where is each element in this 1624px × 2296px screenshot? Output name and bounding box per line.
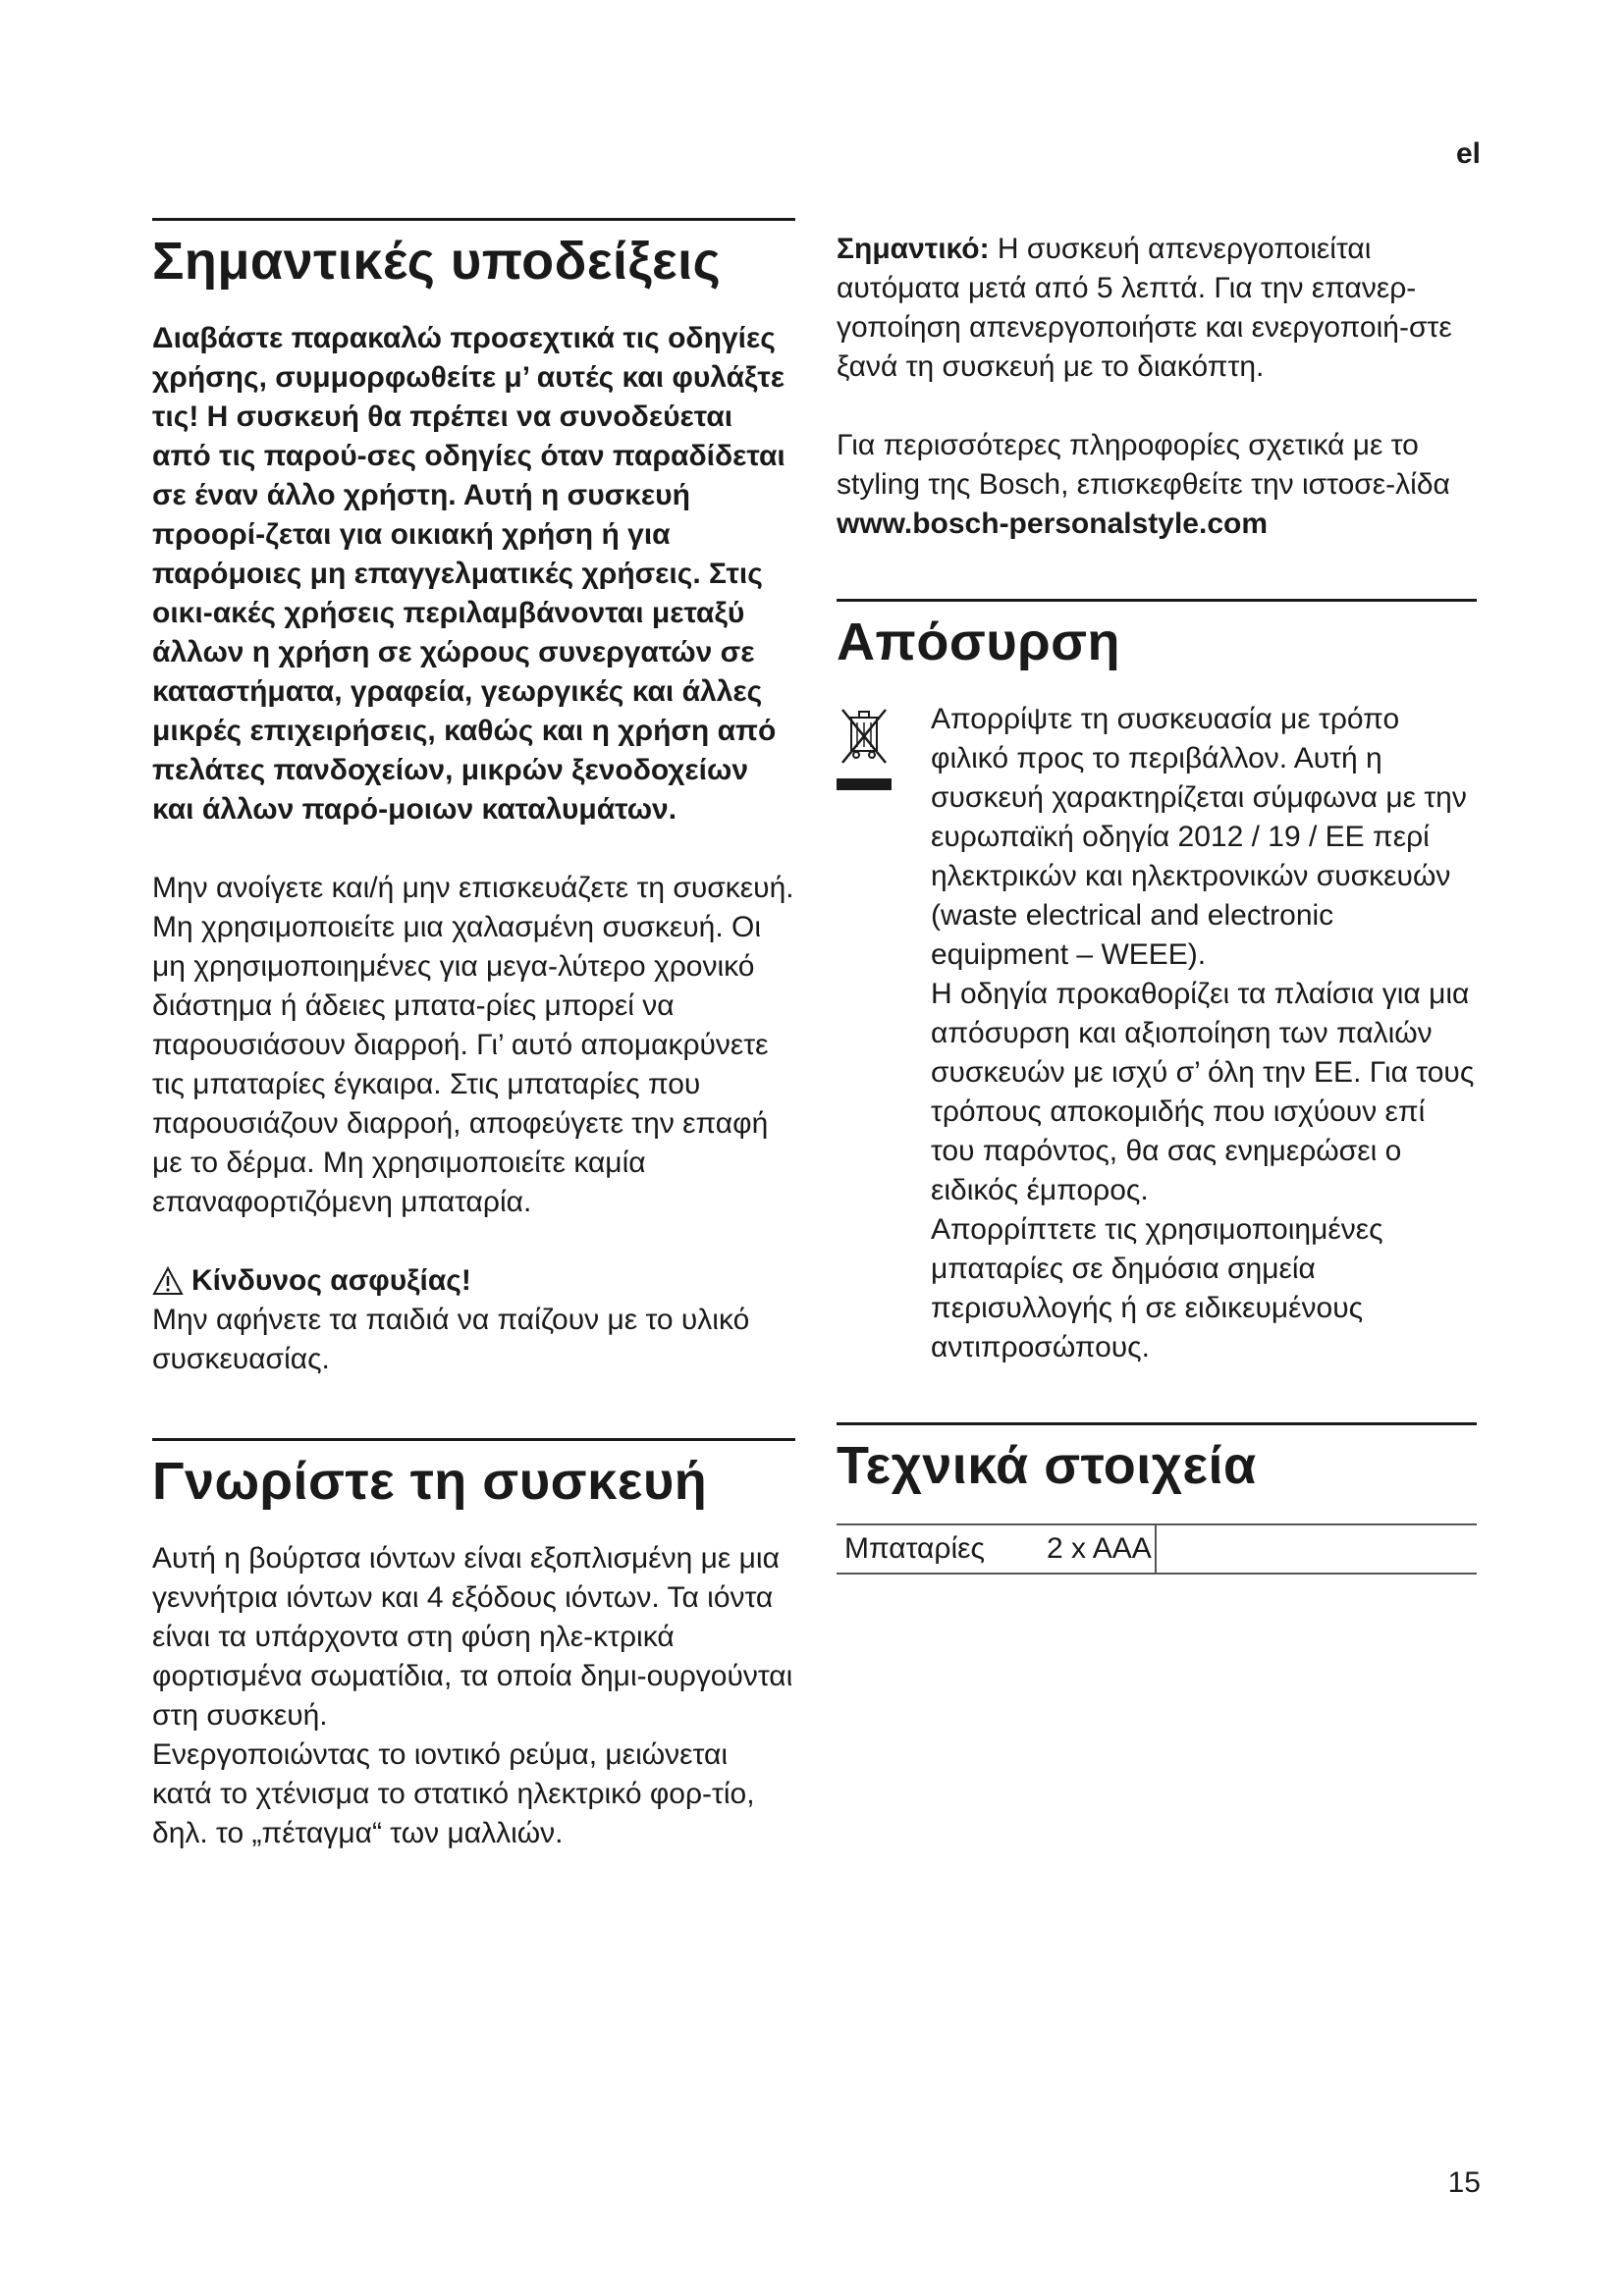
info-paragraph bbox=[837, 426, 1477, 544]
disposal-text-2: Η οδηγία προκαθορίζει τα πλαίσια για μια απόσυρση και αξιοποίηση των παλιών συσκευών με ισχύ σ’ όλη την ΕΕ. Για τους τρόπους αποκομιδής που ισχύουν επί του παρόντος, θα σας ενημερώσει ο ειδικός έμπορος. bbox=[931, 978, 1475, 1207]
disposal-text-1: Απορρίψτε τη συσκευασία με τρόπο φιλικό προς το περιβάλλον. Αυτή η συσκευή χαρακτηρίζεται σύμφωνα με την ευρωπαϊκή οδηγία 2012 / 19 / ΕΕ περί ηλεκτρικών και ηλεκτρονικών συσκευών (waste electrical and electronic equipment – WEEE). bbox=[931, 703, 1467, 972]
left-column bbox=[152, 218, 795, 1853]
device-text-2: Ενεργοποιώντας το ιοντικό ρεύμα, μειώνεται κατά το χτένισμα το στατικό ηλεκτρικό φορ-τίο, δηλ. το „πέταγμα“ των μαλλιών. bbox=[152, 1738, 755, 1850]
warning-title: Κίνδυνος ασφυξίας! bbox=[191, 1264, 471, 1298]
warning-text: Μην αφήνετε τα παιδιά να παίζουν με το υλικό συσκευασίας. bbox=[152, 1304, 750, 1376]
warning-heading bbox=[152, 1261, 795, 1301]
device-heading: Γνωρίστε τη συσκευή bbox=[152, 1452, 708, 1512]
section-divider bbox=[152, 1438, 795, 1441]
note-text: Η συσκευή απενεργοποιείται αυτόματα μετά από 5 λεπτά. Για την επανερ-γοποίηση απενεργοποιήστε και ενεργοποιή-στε ξανά τη συσκευή με το διακόπτη. bbox=[837, 233, 1452, 383]
device-text-1: Αυτή η βούρτσα ιόντων είναι εξοπλισμένη με μια γεννήτρια ιόντων και 4 εξόδους ιόντων. Τα ιόντα είναι τα υπάρχοντα στη φύση ηλε-κτρικά φορτισμένα σωματίδια, τα οποία δημι-ουργούνται στη συσκευή. bbox=[152, 1542, 793, 1733]
important-note bbox=[837, 230, 1477, 387]
weee-bar bbox=[837, 778, 892, 790]
tech-label: Μπαταρίες bbox=[837, 1524, 1039, 1574]
tech-value: 2 x AAA bbox=[1039, 1524, 1156, 1574]
warning-triangle-icon bbox=[152, 1266, 184, 1296]
disposal-heading: Απόσυρση bbox=[837, 613, 1121, 671]
weee-symbol bbox=[837, 700, 892, 1367]
safety-body: Μην ανοίγετε και/ή μην επισκευάζετε τη συσκευή. Μη χρησιμοποιείτε μια χαλασμένη συσκευή. Οι μη χρησιμοποιημένες για μεγα-λύτερο χρονικό διάστημα ή άδειες μπατα-ρίες μπορεί να παρουσιάσουν διαρροή. Γι’ αυτό απομακρύνετε τις μπαταρίες έγκαιρα. Στις μπαταρίες που παρουσιάζουν διαρροή, αποφεύγετε την επαφή με το δέρμα. Μη χρησιμοποιείτε καμία επαναφορτιζόμενη μπαταρία. bbox=[152, 872, 794, 1219]
section-divider bbox=[837, 1422, 1477, 1425]
note-label: Σημαντικό: bbox=[837, 233, 990, 265]
section-divider bbox=[837, 599, 1477, 602]
disposal-text bbox=[931, 700, 1477, 1367]
tech-heading: Τεχνικά στοιχεία bbox=[837, 1436, 1257, 1496]
important-intro: Διαβάστε παρακαλώ προσεχτικά τις οδηγίες χρήσης, συμμορφωθείτε μ’ αυτές και φυλάξτε τις! Η συσκευή θα πρέπει να συνοδεύεται από τις παρού-σες οδηγίες όταν παραδίδεται σε έναν άλλο χρήστη. Αυτή η συσκευή προορί-ζεται για οικιακή χρήση ή για παρόμοιες μη επαγγελματικές χρήσεις. Στις οικι-ακές χρήσεις περιλαμβάνονται μεταξύ άλλων η χρήση σε χώρους συνεργατών σε καταστήματα, γραφεία, γεωργικές και άλλες μικρές επιχειρήσεις, καθώς και η χρήση από πελάτες πανδοχείων, μικρών ξενοδοχείων και άλλων παρό-μοιων καταλυμάτων. bbox=[152, 322, 785, 827]
website-link[interactable]: www.bosch-personalstyle.com bbox=[837, 507, 1268, 540]
section-divider bbox=[152, 218, 795, 221]
important-notes-heading: Σημαντικές υποδείξεις bbox=[152, 232, 722, 291]
language-code: el bbox=[1455, 137, 1481, 170]
disposal-block bbox=[837, 700, 1477, 1367]
table-row bbox=[837, 1524, 1477, 1574]
right-column bbox=[837, 218, 1477, 1575]
tech-empty-cell bbox=[1156, 1524, 1477, 1574]
crossed-bin-icon bbox=[839, 706, 890, 767]
tech-table bbox=[837, 1523, 1477, 1575]
disposal-text-3: Απορρίπτετε τις χρησιμοποιημένες μπαταρίες σε δημόσια σημεία περισυλλογής ή σε ειδικευμένους αντιπροσώπους. bbox=[931, 1213, 1383, 1364]
info-text: Για περισσότερες πληροφορίες σχετικά με το styling της Bosch, επισκεφθείτε την ιστοσε-λίδα bbox=[837, 429, 1450, 501]
page-number: 15 bbox=[1447, 2166, 1481, 2199]
